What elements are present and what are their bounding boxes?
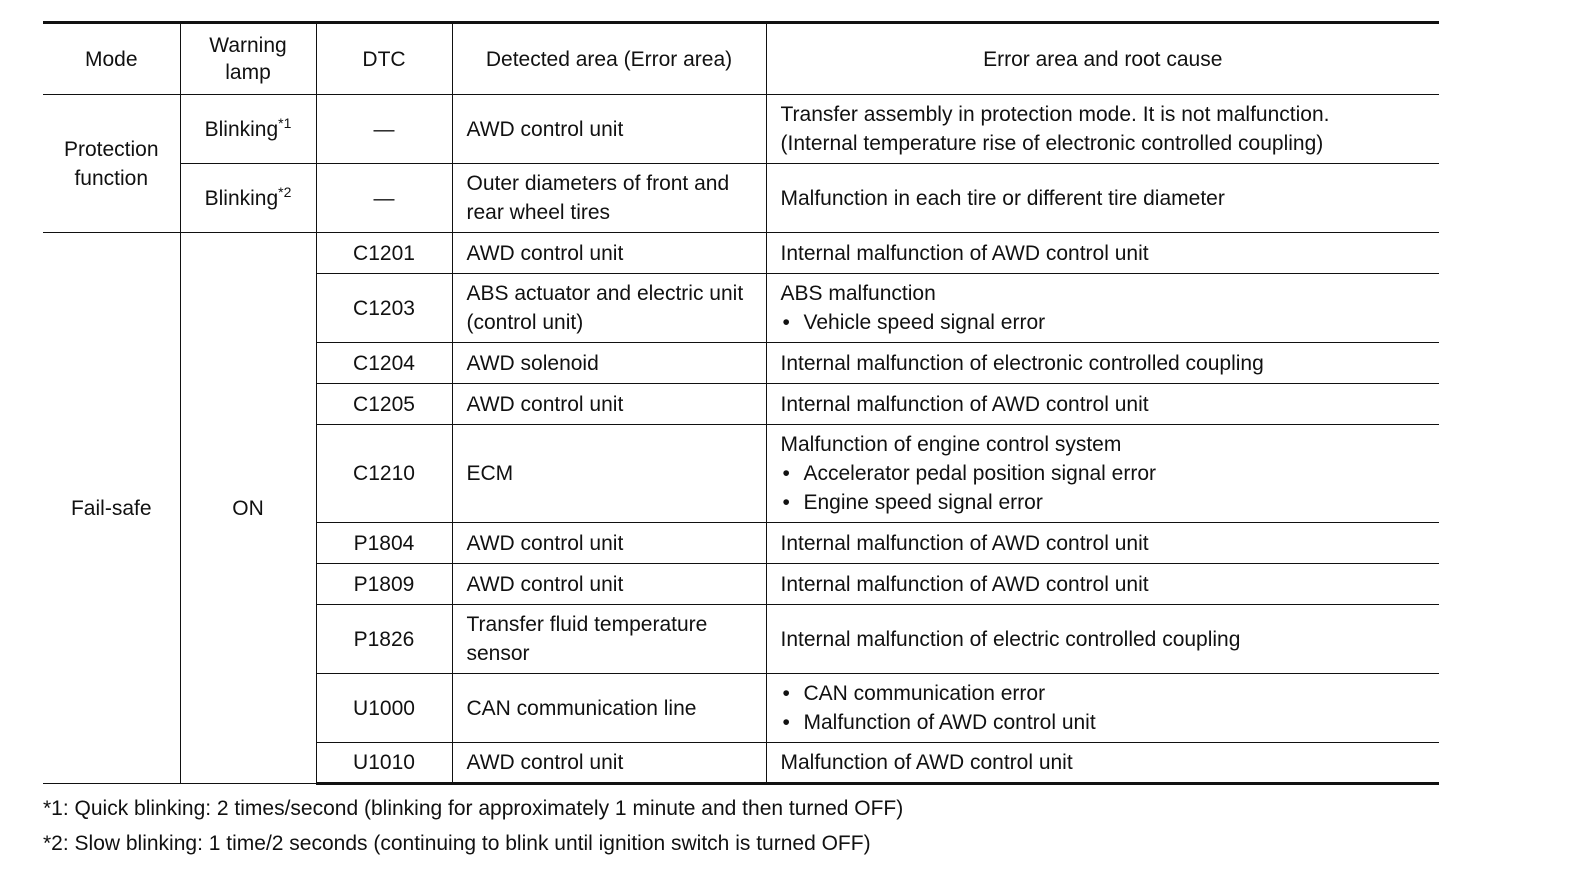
header-detected-area: Detected area (Error area) bbox=[452, 23, 766, 95]
dtc-code: P1826 bbox=[316, 605, 452, 674]
root-cause: Malfunction of AWD control unit bbox=[766, 743, 1439, 784]
dtc-code: U1000 bbox=[316, 674, 452, 743]
dtc-code: — bbox=[316, 95, 452, 164]
dtc-code: C1205 bbox=[316, 384, 452, 425]
root-cause-line: Malfunction in each tire or different tire diameter bbox=[780, 186, 1225, 210]
mode-failsafe: Fail-safe bbox=[43, 233, 180, 784]
root-cause: Internal malfunction of AWD control unit bbox=[766, 384, 1439, 425]
root-cause-line: Malfunction of engine control system bbox=[780, 433, 1122, 456]
root-cause bbox=[766, 95, 1439, 164]
detected-area: ABS actuator and electric unit (control unit) bbox=[452, 274, 766, 343]
mode-protection: Protection function bbox=[43, 95, 180, 233]
root-cause: Internal malfunction of AWD control unit bbox=[766, 233, 1439, 274]
root-cause-line: Transfer assembly in protection mode. It is not malfunction. bbox=[780, 103, 1330, 126]
detected-area: ECM bbox=[452, 425, 766, 523]
dtc-code: C1201 bbox=[316, 233, 452, 274]
header-mode: Mode bbox=[43, 23, 180, 95]
warning-lamp-cell bbox=[180, 95, 316, 164]
detected-area: AWD control unit bbox=[452, 523, 766, 564]
table-row bbox=[43, 95, 1439, 164]
footnote-ref: *2 bbox=[278, 183, 292, 200]
dtc-code: U1010 bbox=[316, 743, 452, 784]
bullet-list bbox=[781, 459, 1426, 517]
header-row bbox=[43, 23, 1439, 95]
root-cause: Internal malfunction of AWD control unit bbox=[766, 564, 1439, 605]
detected-area: CAN communication line bbox=[452, 674, 766, 743]
warning-lamp-on: ON bbox=[180, 233, 316, 784]
root-cause: Internal malfunction of AWD control unit bbox=[766, 523, 1439, 564]
dtc-code: P1804 bbox=[316, 523, 452, 564]
detected-area: Outer diameters of front and rear wheel tires bbox=[452, 164, 766, 233]
root-cause: Internal malfunction of electric controlled coupling bbox=[766, 605, 1439, 674]
bullet-item: • CAN communication error bbox=[781, 679, 1426, 708]
lamp-text: Blinking bbox=[204, 117, 279, 141]
detected-area: AWD control unit bbox=[452, 564, 766, 605]
root-cause bbox=[766, 274, 1439, 343]
header-root-cause: Error area and root cause bbox=[766, 23, 1439, 95]
header-dtc: DTC bbox=[316, 23, 452, 95]
detected-area: AWD control unit bbox=[452, 233, 766, 274]
footnotes bbox=[43, 791, 1439, 861]
root-cause-line: ABS malfunction bbox=[780, 282, 936, 305]
dtc-code: P1809 bbox=[316, 564, 452, 605]
bullet-item: • Malfunction of AWD control unit bbox=[781, 708, 1426, 737]
table-row bbox=[43, 164, 1439, 233]
table-row bbox=[43, 233, 1439, 274]
detected-area: AWD control unit bbox=[452, 384, 766, 425]
footnote-2: *2: Slow blinking: 1 time/2 seconds (continuing to blink until ignition switch is turned OFF) bbox=[43, 832, 871, 855]
dtc-code: C1204 bbox=[316, 343, 452, 384]
detected-area: AWD solenoid bbox=[452, 343, 766, 384]
detected-area: AWD control unit bbox=[452, 743, 766, 784]
footnote-1: *1: Quick blinking: 2 times/second (blinking for approximately 1 minute and then turned OFF) bbox=[43, 797, 904, 820]
warning-lamp-cell bbox=[180, 164, 316, 233]
bullet-list bbox=[781, 679, 1426, 737]
root-cause bbox=[766, 164, 1439, 233]
detected-area: AWD control unit bbox=[452, 95, 766, 164]
bullet-item: • Accelerator pedal position signal error bbox=[781, 459, 1426, 488]
bullet-item: • Vehicle speed signal error bbox=[781, 308, 1426, 337]
root-cause bbox=[766, 674, 1439, 743]
document-page bbox=[43, 21, 1439, 861]
root-cause bbox=[766, 425, 1439, 523]
dtc-code: C1203 bbox=[316, 274, 452, 343]
root-cause: Internal malfunction of electronic controlled coupling bbox=[766, 343, 1439, 384]
dtc-code: — bbox=[316, 164, 452, 233]
lamp-text: Blinking bbox=[204, 186, 279, 210]
header-warning-lamp: Warning lamp bbox=[180, 23, 316, 95]
bullet-item: • Engine speed signal error bbox=[781, 488, 1426, 517]
footnote-ref: *1 bbox=[278, 114, 292, 131]
detected-area: Transfer fluid temperature sensor bbox=[452, 605, 766, 674]
dtc-code: C1210 bbox=[316, 425, 452, 523]
dtc-table bbox=[43, 21, 1439, 785]
bullet-list bbox=[781, 308, 1426, 337]
root-cause-line: (Internal temperature rise of electronic controlled coupling) bbox=[780, 132, 1324, 155]
